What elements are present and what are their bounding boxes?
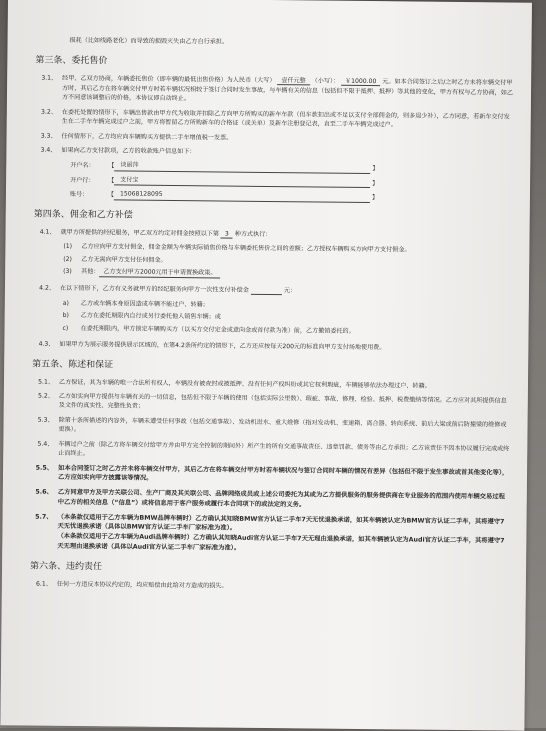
clause-number: 3.1、 <box>41 74 58 83</box>
clause-text: 乙方同意甲方及甲方关联公司、生产厂商及其关联公司、品牌网络成员或上述公司委托为其或为乙方提供服务的服务提供商在专业服务的范围内使用车辆交易过程中乙方的相关信息（“信息”）或将信息用于客户服务或履行本合同项下的或法定的义务。 <box>57 488 505 509</box>
option-text: 乙方应向甲方支付佣金，佣金金额为车辆实际销售价格与车辆委托售价之间的差额；乙方授权车辆购买方向甲方支付佣金。 <box>81 243 411 254</box>
clause-text: 经甲、乙双方协商，车辆委托售价（即车辆的最低出售价格）为人民币（大写） <box>62 75 276 85</box>
clause-text: （小写）： <box>311 77 340 86</box>
clause-5-3 <box>17 415 517 439</box>
price-in-words: 壹仟元整 <box>277 77 309 85</box>
intro-text: 损耗（比如线路老化）而导致的损毁灭失由乙方自行承担。 <box>69 36 229 46</box>
clause-5-6 <box>17 488 517 513</box>
contract-content <box>16 35 522 598</box>
clause-3-2 <box>21 107 521 131</box>
item-a: a) 乙方或车辆本身原因造成车辆不能过户、转籍； <box>62 299 209 309</box>
compensation-blank <box>251 287 282 295</box>
clause-number: 5.1、 <box>38 378 55 386</box>
option-text: 乙方无需向甲方支付任何佣金。 <box>81 255 167 264</box>
clause-number: 5.4、 <box>37 440 54 448</box>
item-text: 乙方或车辆本身原因造成车辆不能过户、转籍； <box>80 299 209 309</box>
account-bank-label: 开户行： <box>70 176 95 185</box>
clause-text: 在委托处置的情形下，车辆出售款由甲方代为收取并扣除乙方向甲方所购买的新车车款（但车款扣出或不足以支付全部佣金的，则多退少补），乙方同意，若新车交付发生在二手车车辆完成过户之前，甲方将暂留乙方所购新车的合格证（或关单）及新车注册登记表，直至二手车车辆完成过户。 <box>61 108 510 129</box>
section-3-title: 第三条、委托售价 <box>35 55 108 67</box>
item-b: b) 乙方在委托期限内自行或另行委托他人销售车辆；或 <box>62 312 221 321</box>
clause-number: 5.6、 <box>35 488 53 496</box>
clause-text: 就甲方所提供的经纪服务，甲乙双方约定对佣金按照以下第 <box>60 228 220 238</box>
account-number-label: 账号： <box>69 191 89 199</box>
clause-text: 如果向乙方支付款项，乙方的收款账户信息如下： <box>61 146 196 156</box>
section-5-title: 第五条、陈述和保证 <box>32 359 114 371</box>
clause-text: 如果甲方为展示服务提供展示区域的，在第4.2条所约定的情形下，乙方还应按每天200元的标准向甲方支付场地使用费。 <box>59 341 386 352</box>
clause-5-4 <box>17 439 517 463</box>
clause-text: 元。如本合同签订之后/之时乙方未将车辆交付甲方时，其后乙方在将车辆交付甲方时若车辆状况相较于签订合同时发生事故，与车辆有关的信息（包括但不限于抵押、抵押）等其他的变化，甲方有权与乙方协商，如乙方不同意该调整后的价格，本协议即自动终止。 <box>61 78 514 103</box>
clause-number: 4.2、 <box>39 285 56 293</box>
clause-number: 4.1、 <box>39 228 56 236</box>
commission-option-number: 3 <box>221 230 233 238</box>
clause-3-4 <box>20 145 520 160</box>
clause-3-3 <box>21 131 521 146</box>
account-number-value: 15068128095 <box>114 190 370 203</box>
clause-number: 3.4、 <box>40 146 57 154</box>
clause-4-1 <box>20 227 520 242</box>
account-name-row: 开户名： 【 谈丽萍 】 <box>70 161 379 173</box>
item-c: c) 在委托期限内，甲方锁定车辆购买方（以买方交付定金或意向金或首付款为准）前，乙方撤销委托的。 <box>62 324 355 335</box>
section-6-title: 第六条、违约责任 <box>30 561 103 572</box>
clause-5-7 <box>16 512 516 556</box>
price-amount: ￥1000.00 <box>341 78 380 86</box>
item-text: 乙方在委托期限内自行或另行委托他人销售车辆；或 <box>80 312 221 321</box>
clause-number: 3.2、 <box>40 108 57 116</box>
clause-6-1 <box>16 579 516 594</box>
account-bank-value: 支付宝 <box>114 175 370 188</box>
clause-number: 4.3、 <box>38 340 55 348</box>
clause-text-bmw: （本条款仅适用于乙方车辆为BMW品牌车辆时）乙方确认其知晓BMW官方认证二手车7天无忧退换承诺，如其车辆被认定为BMW官方认证二手车，其将遵守7天无忧退换承诺（具体以BMW官方认证二手车厂家标准为准）。 <box>57 513 505 533</box>
clause-3-1 <box>21 74 521 108</box>
clause-text: 除第十条所描述的内容外，车辆未遭受任何事故（包括交通事故）、发动机进水、重大维修（指对发动机、变速箱、离合器、转向系统、前后大梁或前后防撞梁的维修或更换）。 <box>58 416 507 434</box>
clause-5-1 <box>18 377 518 392</box>
clause-text: 在以下情形下，乙方有义务就甲方的经纪服务向甲方一次性支付补偿金 <box>59 285 249 295</box>
clause-5-2 <box>18 391 518 415</box>
account-name-label: 开户名： <box>70 162 95 170</box>
item-text: 在委托期限内，甲方锁定车辆购买方（以买方交付定金或意向金或首付款为准）前，乙方撤销委托的。 <box>80 324 355 335</box>
account-bank-row: 开户行： 【 支付宝 】 <box>70 176 379 188</box>
option-2: (2) 乙方无需向甲方支付任何佣金。 <box>63 255 167 264</box>
clause-number: 5.2、 <box>38 392 54 400</box>
clause-number: 5.5、 <box>35 464 54 472</box>
clause-number: 5.7、 <box>35 513 53 521</box>
clause-text: 任何一方违反本协议约定的，均应赔偿由此给对方造成的损失。 <box>56 580 228 590</box>
account-name-value: 谈丽萍 <box>114 161 370 174</box>
option-1: (1) 乙方应向甲方支付佣金，佣金金额为车辆实际销售价格与车辆委托售价之间的差额；乙方授权车辆购买方向甲方支付佣金。 <box>63 242 411 254</box>
clause-number: 5.3、 <box>37 416 54 424</box>
clause-text-audi: （本条款仅适用于乙方车辆为Audi品牌车辆时）乙方确认其知晓Audi官方认证二手车7天无理由退换承诺，如其车辆被认定为Audi官方认证二手车，其将遵守7天无理由退换承诺（具体以Audi官方认证二手车厂家标准为准）。 <box>57 532 505 552</box>
option-text: 其他： <box>81 268 100 276</box>
clause-number: 6.1、 <box>36 580 52 588</box>
clause-text: 乙方保证，其为车辆的唯一合法所有权人，车辆没有被查封或被抵押、没有任何产权纠纷或其它权利瑕疵，车辆能够依法办理过户、转籍。 <box>58 378 431 390</box>
section-4-title: 第四条、佣金和乙方补偿 <box>33 209 133 221</box>
clause-text: 任何情形下，乙方均应向车辆购买方提供二手车增值税一发票。 <box>61 132 233 142</box>
clause-text: 车辆过户之前（除乙方将车辆交付给甲方并由甲方完全控制的期间外）所产生的所有交通事故责任、违章罚款、债务等由乙方承担；乙方该责任不因本协议履行完成或终止而终止。 <box>58 440 510 458</box>
option-3: (3) 其他： 乙方支付甲方2000元用于申请置换政策。 <box>63 267 519 282</box>
option-3-fill: 乙方支付甲方2000元用于申请置换政策。 <box>99 267 220 279</box>
clause-number: 3.3、 <box>40 132 57 140</box>
clause-text: 元： <box>283 287 297 295</box>
clause-text: 如本合同签订之时乙方并未将车辆交付甲方，其后乙方在将车辆交付甲方时若车辆状况与签订合同时车辆的情况有差异（包括但不限于发生事故或首其他变化等），乙方应如实向甲方披露该等情况。 <box>57 464 509 483</box>
clause-text: 乙方如实向甲方提供与车辆有关的一切信息，包括但不限于车辆的使用（包括实际公里数）、瑕疵、事故、修理、检验、抵押、税费缴纳等情况。乙方应对其所提供信息及文件的真实性、完整性负责； <box>58 392 507 411</box>
clause-5-5 <box>17 463 517 488</box>
clause-text: 种方式执行： <box>234 230 272 238</box>
account-number-row: 账号： 【 15068128095 】 <box>69 190 379 202</box>
